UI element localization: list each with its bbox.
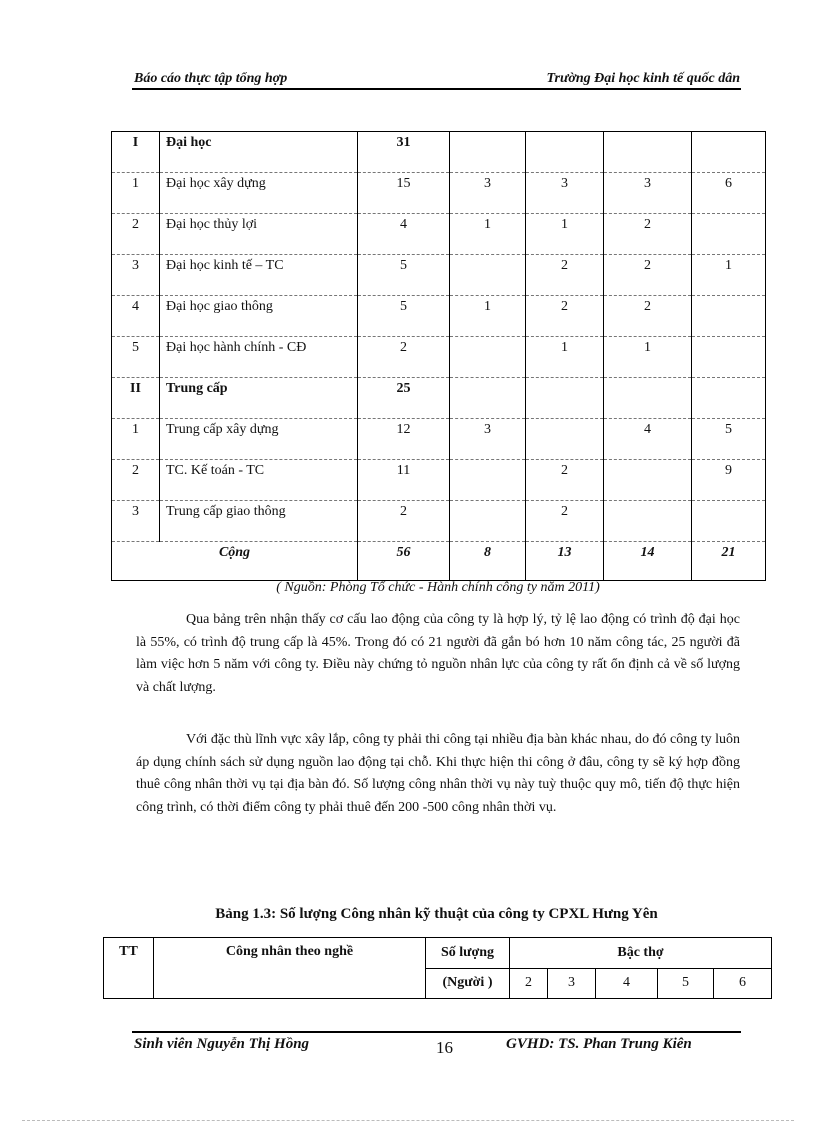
staff-qualification-table [111,131,766,581]
table-cell [604,378,692,419]
table-cell: 3 [604,173,692,214]
page-bottom-edge [22,1120,794,1121]
table-cell [526,419,604,460]
header-occupation: Công nhân theo nghề [154,938,426,999]
table-cell: 4 [604,419,692,460]
table-cell [692,214,766,255]
table-source-note: ( Nguồn: Phòng Tổ chức - Hành chính công ty năm 2011) [276,580,600,595]
header-quantity-unit: (Người ) [426,968,510,999]
table-cell: 3 [450,173,526,214]
table-cell [604,460,692,501]
table-cell [450,378,526,419]
table-cell: 2 [112,460,160,501]
technical-workers-table [103,937,772,999]
table-cell: Đại học thủy lợi [160,214,358,255]
table-cell: 5 [358,255,450,296]
total-cell: 56 [358,542,450,581]
table-cell: 12 [358,419,450,460]
table-cell [692,378,766,419]
table-row [112,296,766,337]
total-cell: 13 [526,542,604,581]
table-caption: Bảng 1.3: Số lượng Công nhân kỹ thuật của công ty CPXL Hưng Yên [215,906,658,922]
table-cell: 5 [692,419,766,460]
total-row [112,542,766,581]
table-cell: 3 [526,173,604,214]
table-cell: 1 [526,337,604,378]
table-cell: Trung cấp giao thông [160,501,358,542]
grade-cell: 6 [714,968,772,999]
header-university: Trường Đại học kinh tế quốc dân [546,71,740,86]
table-cell: 9 [692,460,766,501]
table-cell: 1 [450,214,526,255]
footer-advisor: GVHD: TS. Phan Trung Kiên [506,1036,692,1052]
table-cell: II [112,378,160,419]
table-cell: 5 [112,337,160,378]
table-cell: I [112,132,160,173]
table-cell: 2 [358,337,450,378]
table-cell [604,501,692,542]
table-cell: 15 [358,173,450,214]
total-cell: 21 [692,542,766,581]
table-cell: Đại học giao thông [160,296,358,337]
table-cell: Trung cấp xây dựng [160,419,358,460]
table-cell [692,337,766,378]
table-cell [450,132,526,173]
page-number: 16 [436,1038,453,1057]
table-row [112,132,766,173]
table-cell: 1 [604,337,692,378]
table-cell: 4 [358,214,450,255]
table-row [112,173,766,214]
grade-cell: 2 [510,968,548,999]
header-divider [132,88,741,90]
table-row [112,419,766,460]
table-cell [692,132,766,173]
table-cell: 3 [450,419,526,460]
table-cell: 5 [358,296,450,337]
paragraph: Qua bảng trên nhận thấy cơ cấu lao động của công ty là hợp lý, tỷ lệ lao động có trình độ đại học là 55%, có trình độ trung cấp là 45%. Trong đó có 21 người đã gắn bó hơn 10 năm công tác, 25 người đã làm việc hơn 5 năm với công ty. Điều này chứng tỏ nguồn nhân lực của công ty rất ổn định cả về số lượng và chất lượng. [136,612,740,695]
footer-student: Sinh viên Nguyễn Thị Hồng [134,1036,310,1052]
table-cell: 3 [112,501,160,542]
table-cell: 2 [526,501,604,542]
table-cell: 25 [358,378,450,419]
table-cell [692,296,766,337]
table-cell: Đại học hành chính - CĐ [160,337,358,378]
table-cell: 2 [112,214,160,255]
table-cell: 2 [358,501,450,542]
table-row [112,460,766,501]
table-cell: 1 [450,296,526,337]
table-cell: 6 [692,173,766,214]
table-cell: 1 [112,173,160,214]
table-cell: 2 [526,255,604,296]
table-cell [692,501,766,542]
table-cell: 31 [358,132,450,173]
table-row [112,501,766,542]
table-cell: 2 [604,214,692,255]
table-cell: Đại học [160,132,358,173]
table-row [112,337,766,378]
table-cell: 1 [526,214,604,255]
table-cell: 2 [526,460,604,501]
table-cell: 2 [604,255,692,296]
header-tt: TT [104,938,154,999]
grade-cell: 5 [658,968,714,999]
table-cell [526,132,604,173]
table-cell: 2 [604,296,692,337]
table-cell: Đại học xây dựng [160,173,358,214]
total-cell: 14 [604,542,692,581]
grade-cell: 4 [596,968,658,999]
header-grade: Bậc thợ [510,938,772,969]
total-label: Cộng [112,542,358,581]
grade-cell: 3 [548,968,596,999]
total-cell: 8 [450,542,526,581]
table-cell: 2 [526,296,604,337]
footer-divider [132,1031,741,1033]
table-cell [450,460,526,501]
header-report-title: Báo cáo thực tập tổng hợp [134,71,288,86]
table-cell: Đại học kinh tế – TC [160,255,358,296]
paragraph: Với đặc thù lĩnh vực xây lắp, công ty phải thi công tại nhiều địa bàn khác nhau, do đó công ty luôn áp dụng chính sách sử dụng nguồn lao động tại chỗ. Khi thực hiện thi công ở đâu, công ty sẽ ký hợp đồng thuê công nhân thời vụ tại địa bàn đó. Số lượng công nhân thời vụ này tuỳ thuộc quy mô, tiến độ thực hiện công trình, có thời điểm công ty phải thuê đến 200 -500 công nhân thời vụ. [136,732,740,815]
table-cell: 1 [692,255,766,296]
table-row [112,214,766,255]
table-row [112,255,766,296]
table-cell: Trung cấp [160,378,358,419]
table-cell: TC. Kế toán - TC [160,460,358,501]
table-cell [526,378,604,419]
table-cell: 3 [112,255,160,296]
table-cell: 4 [112,296,160,337]
table-row [112,378,766,419]
table-cell [450,501,526,542]
header-quantity: Số lượng [426,938,510,969]
table-cell: 1 [112,419,160,460]
table-cell: 11 [358,460,450,501]
table-cell [604,132,692,173]
table-cell [450,337,526,378]
table-cell [450,255,526,296]
